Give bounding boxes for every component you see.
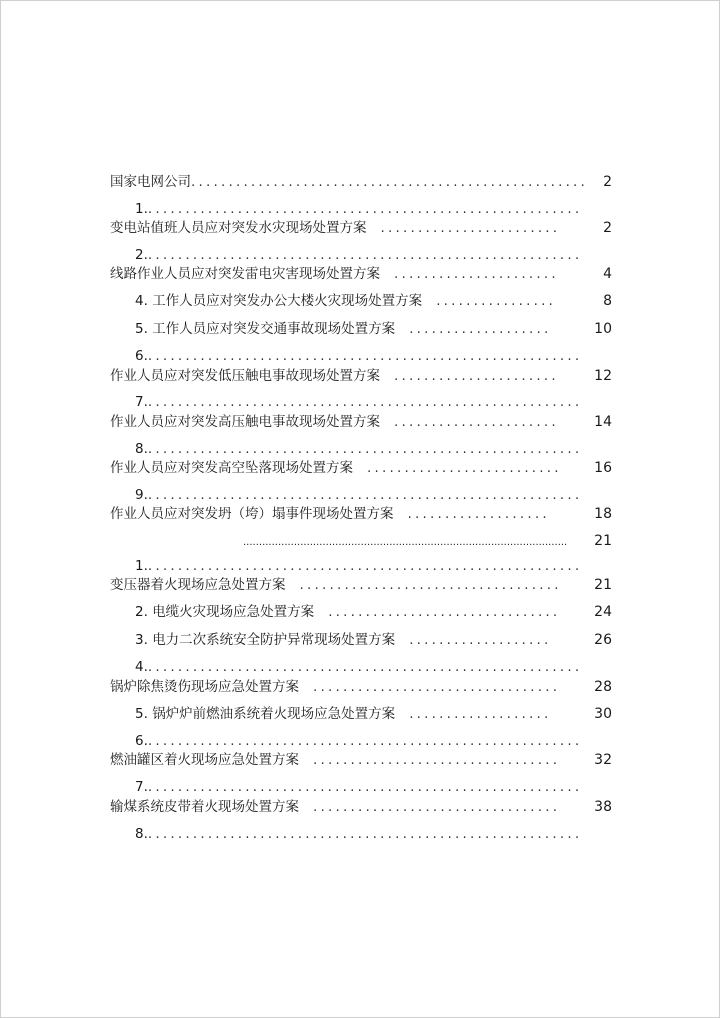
toc-number: 8. bbox=[135, 441, 148, 457]
toc-page-number: 18 bbox=[594, 506, 612, 522]
toc-leader: ................... bbox=[409, 706, 552, 722]
toc-number: 9. bbox=[135, 487, 148, 503]
toc-entry[interactable] bbox=[135, 486, 610, 504]
toc-number: 4. bbox=[135, 293, 148, 309]
toc-leader: ................................. bbox=[313, 799, 561, 815]
toc-leader: ................................. bbox=[313, 679, 561, 695]
toc-leader: .......................................................... bbox=[147, 348, 583, 364]
toc-title: 变电站值班人员应对突发水灾现场处置方案 bbox=[110, 220, 367, 236]
toc-leader: ................................... bbox=[299, 577, 562, 593]
toc-leader: ............................... bbox=[328, 604, 561, 620]
toc-title: 锅炉炉前燃油系统着火现场应急处置方案 bbox=[152, 706, 396, 722]
toc-entry[interactable] bbox=[110, 751, 585, 769]
toc-number: 4. bbox=[135, 659, 148, 675]
toc-page-number: 16 bbox=[594, 460, 612, 476]
toc-number: 5. bbox=[135, 706, 148, 722]
toc-page-number: 24 bbox=[594, 604, 612, 620]
toc-entry[interactable] bbox=[110, 367, 585, 385]
toc-entry[interactable] bbox=[110, 173, 600, 191]
toc-title: 输煤系统皮带着火现场处置方案 bbox=[110, 799, 299, 815]
toc-entry[interactable] bbox=[135, 658, 610, 676]
toc-leader: .......................................................... bbox=[147, 659, 583, 675]
toc-entry[interactable] bbox=[135, 778, 610, 796]
toc-leader: ................... bbox=[407, 506, 550, 522]
toc-title: 作业人员应对突发低压触电事故现场处置方案 bbox=[110, 368, 380, 384]
toc-entry[interactable] bbox=[135, 440, 610, 458]
toc-leader: .......................................................... bbox=[147, 733, 583, 749]
toc-number: 6. bbox=[135, 733, 148, 749]
toc-entry[interactable] bbox=[135, 603, 585, 621]
toc-leader: .......................................................... bbox=[147, 247, 583, 263]
toc-entry[interactable] bbox=[110, 576, 585, 594]
toc-leader: ..................................................... bbox=[191, 174, 589, 190]
toc-leader: .......................................................... bbox=[147, 487, 583, 503]
toc-number: 1. bbox=[135, 558, 148, 574]
toc-page-number: 14 bbox=[594, 414, 612, 430]
toc-title: 国家电网公司 bbox=[110, 174, 191, 190]
toc-page-number: 21 bbox=[594, 577, 612, 593]
toc-page-number: 28 bbox=[594, 679, 612, 695]
toc-entry[interactable] bbox=[135, 246, 610, 264]
toc-title: 锅炉除焦烫伤现场应急处置方案 bbox=[110, 679, 299, 695]
toc-entry[interactable] bbox=[135, 631, 585, 649]
toc-leader: ...................................................................................................... bbox=[243, 537, 568, 548]
toc-entry[interactable] bbox=[135, 705, 585, 723]
toc-entry[interactable] bbox=[110, 219, 595, 237]
toc-entry[interactable] bbox=[135, 347, 610, 365]
toc-page-number: 32 bbox=[594, 752, 612, 768]
toc-page-number: 30 bbox=[594, 706, 612, 722]
toc-page-number: 10 bbox=[594, 321, 612, 337]
toc-entry[interactable] bbox=[135, 732, 610, 750]
toc-number: 8. bbox=[135, 826, 148, 842]
toc-entry[interactable] bbox=[110, 678, 585, 696]
toc-page-number: 38 bbox=[594, 799, 612, 815]
toc-leader: .......................................................... bbox=[147, 558, 583, 574]
toc-page-number: 2 bbox=[603, 220, 612, 236]
toc-title: 工作人员应对突发办公大楼火灾现场处置方案 bbox=[152, 293, 423, 309]
toc-page-number: 21 bbox=[594, 533, 612, 549]
toc-leader: ................................. bbox=[313, 752, 561, 768]
toc-title: 工作人员应对突发交通事故现场处置方案 bbox=[152, 321, 396, 337]
toc-title: 线路作业人员应对突发雷电灾害现场处置方案 bbox=[110, 266, 380, 282]
toc-title: 作业人员应对突发高空坠落现场处置方案 bbox=[110, 460, 353, 476]
toc-entry[interactable] bbox=[110, 459, 585, 477]
toc-title: 变压器着火现场应急处置方案 bbox=[110, 577, 286, 593]
toc-leader: .......................................................... bbox=[147, 779, 583, 795]
toc-leader: .......................................................... bbox=[147, 201, 583, 217]
toc-title: 燃油罐区着火现场应急处置方案 bbox=[110, 752, 299, 768]
toc-leader: ...................... bbox=[394, 266, 559, 282]
toc-title: 作业人员应对突发坍（垮）塌事件现场处置方案 bbox=[110, 506, 394, 522]
toc-number: 6. bbox=[135, 348, 148, 364]
toc-page-number: 8 bbox=[603, 293, 612, 309]
toc-title: 电力二次系统安全防护异常现场处置方案 bbox=[152, 632, 396, 648]
toc-entry[interactable] bbox=[110, 505, 585, 523]
toc-page-number: 2 bbox=[603, 174, 612, 190]
toc-entry[interactable] bbox=[135, 200, 610, 218]
toc-title: 电缆火灾现场应急处置方案 bbox=[152, 604, 315, 620]
toc-number: 1. bbox=[135, 201, 148, 217]
toc-leader: .......................................................... bbox=[147, 826, 583, 842]
toc-number: 2. bbox=[135, 247, 148, 263]
toc-leader: ...................... bbox=[394, 414, 559, 430]
toc-leader: .......................................................... bbox=[147, 441, 583, 457]
toc-entry[interactable] bbox=[135, 292, 595, 310]
toc-entry[interactable] bbox=[110, 265, 595, 283]
toc-leader: ................... bbox=[409, 632, 552, 648]
toc-leader: ........................ bbox=[380, 220, 561, 236]
toc-page-number: 26 bbox=[594, 632, 612, 648]
toc-entry[interactable] bbox=[135, 393, 610, 411]
toc-leader: ................... bbox=[409, 321, 552, 337]
toc-entry[interactable] bbox=[135, 557, 610, 575]
toc-page-number: 4 bbox=[603, 266, 612, 282]
toc-leader: .......................... bbox=[367, 460, 562, 476]
toc-entry[interactable] bbox=[135, 825, 610, 843]
toc-entry[interactable] bbox=[135, 320, 585, 338]
toc-entry[interactable] bbox=[110, 413, 585, 431]
toc-number: 7. bbox=[135, 394, 148, 410]
toc-page-number: 12 bbox=[594, 368, 612, 384]
toc-entry[interactable] bbox=[110, 798, 585, 816]
toc-title: 作业人员应对突发高压触电事故现场处置方案 bbox=[110, 414, 380, 430]
toc-leader: ................ bbox=[436, 293, 557, 309]
toc-number: 7. bbox=[135, 779, 148, 795]
toc-number: 2. bbox=[135, 604, 148, 620]
toc-leader: ...................... bbox=[394, 368, 559, 384]
toc-leader: .......................................................... bbox=[147, 394, 583, 410]
toc-number: 5. bbox=[135, 321, 148, 337]
toc-entry[interactable] bbox=[243, 532, 593, 550]
toc-number: 3. bbox=[135, 632, 148, 648]
